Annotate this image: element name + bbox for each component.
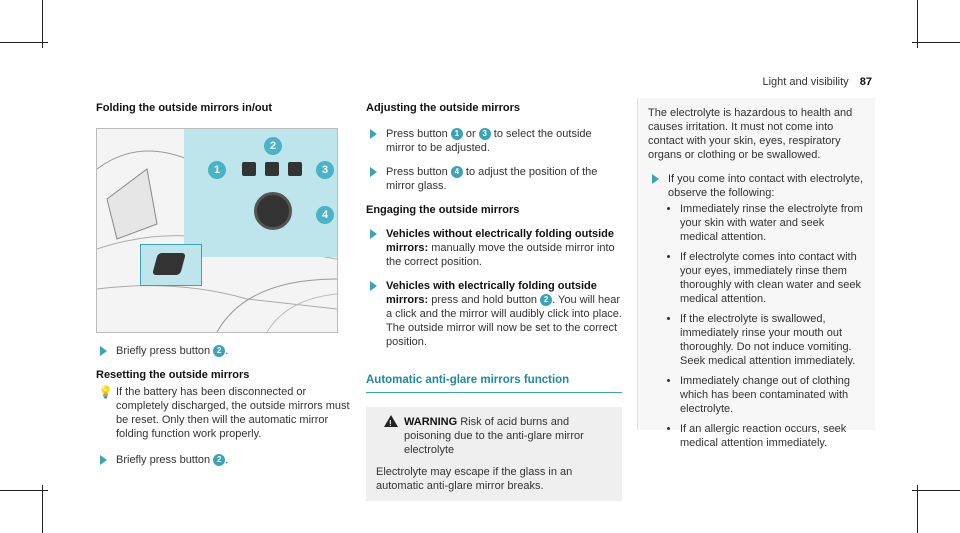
- crop-mark: [0, 42, 48, 43]
- callout-4: 4: [316, 206, 334, 224]
- adjust-knob: [254, 192, 292, 230]
- callout-2: 2: [264, 137, 282, 155]
- warning-continuation-box: [637, 98, 875, 449]
- switch-panel-icon: [152, 253, 186, 275]
- warning-text: Risk of acid burns and poisoning due to the anti-glare mirror electrolyte: [404, 416, 584, 456]
- mirror-right-button: [288, 162, 302, 176]
- crop-mark: [912, 490, 960, 491]
- column-1-steps: [96, 344, 351, 477]
- lightbulb-icon: 💡: [98, 385, 113, 399]
- mirror-controls-figure: [96, 128, 338, 333]
- warning-body: Electrolyte may escape if the glass in an automatic anti-glare mirror breaks.: [376, 466, 573, 492]
- step-adjust-glass: Press button 4 to adjust the position of the mirror glass.: [366, 165, 622, 193]
- crop-mark: [917, 485, 918, 533]
- controls-highlight: [184, 129, 337, 257]
- num-badge: 3: [479, 128, 491, 140]
- num-badge: 2: [213, 454, 225, 466]
- step-arrow-icon: [652, 174, 659, 184]
- tip-note: 💡 If the battery has been disconnected or completely discharged, the outside mirrors must be reset. Only then will the automatic mirror folding function work properly.: [98, 385, 350, 440]
- section-heading-resetting: Resetting the outside mirrors: [96, 369, 250, 381]
- first-aid-list: [668, 202, 865, 450]
- callout-3: 3: [316, 161, 334, 179]
- fold-button: [265, 162, 279, 176]
- list-item: • If the electrolyte is swallowed, immediately rinse your mouth out thoroughly. Do not induce vomiting. Seek medical attention immediately.: [680, 312, 865, 368]
- hazard-intro: The electrolyte is hazardous to health and causes irritation. It must not come into contact with your skin, eyes, respiratory organs or clothing or be swallowed.: [648, 107, 853, 161]
- num-badge: 4: [451, 166, 463, 178]
- section-heading-adjusting: Adjusting the outside mirrors: [366, 102, 521, 114]
- list-item: • If electrolyte comes into contact with your eyes, immediately rinse them thoroughly with clean water and seek medical attention.: [680, 250, 865, 306]
- list-item: • Immediately rinse the electrolyte from your skin with water and seek medical attention.: [680, 202, 865, 244]
- num-badge: 2: [540, 294, 552, 306]
- switch-panel-highlight: [140, 244, 202, 286]
- crop-mark: [42, 485, 43, 533]
- warning-header: [376, 415, 612, 457]
- section-heading-anti-glare: Automatic anti-glare mirrors function: [366, 373, 622, 393]
- warning-triangle-icon: [384, 415, 398, 427]
- warning-label: WARNING: [404, 416, 458, 428]
- crop-mark: [917, 0, 918, 48]
- crop-mark: [42, 0, 43, 48]
- list-item: • Immediately change out of clothing which has been contaminated with electrolyte.: [680, 374, 865, 416]
- column-1: [96, 101, 341, 121]
- list-item: • If an allergic reaction occurs, seek medical attention immediately.: [680, 422, 865, 450]
- crop-mark: [912, 42, 960, 43]
- step-contact: If you come into contact with electrolyte, observe the following: • Immediately rinse the electrolyte from your skin with water and seek medical attention. • If electrolyte comes into contact with your eyes, immediately rinse them thoroughly with clean water and seek medical attention. • If the electrolyte is swallowed, immediately rinse your mouth out thoroughly. Do not induce vomiting. Seek medical attention immediately. • Immediately change out of clothing which has been contaminated with electrolyte. • If an allergic reaction occurs, seek medical attention immediately.: [648, 172, 865, 450]
- mirror-left-button: [242, 162, 256, 176]
- section-heading-engaging: Engaging the outside mirrors: [366, 204, 520, 216]
- step-arrow-icon: [370, 129, 377, 139]
- num-badge: 1: [451, 128, 463, 140]
- crop-mark: [0, 490, 48, 491]
- step-arrow-icon: [370, 167, 377, 177]
- step-manual-engage: Vehicles without electrically folding outside mirrors: manually move the outside mirror into the correct position.: [366, 227, 622, 269]
- num-badge: 2: [213, 345, 225, 357]
- callout-1: 1: [208, 161, 226, 179]
- step-electric-engage: Vehicles with electrically folding outside mirrors: press and hold button 2 . You will hear a click and the mirror will audibly click into place. The outside mirror will now be set to the correct position.: [366, 279, 622, 349]
- step-arrow-icon: [370, 281, 377, 291]
- step-arrow-icon: [100, 346, 107, 356]
- column-2: [366, 101, 622, 501]
- running-header: [762, 76, 872, 88]
- page-number: 87: [859, 76, 872, 88]
- warning-box: [366, 407, 622, 501]
- step-press-button-2: Briefly press button 2 .: [96, 344, 351, 358]
- step-select-mirror: Press button 1 or 3 to select the outside mirror to be adjusted.: [366, 127, 622, 155]
- step-arrow-icon: [370, 229, 377, 239]
- section-heading-folding: Folding the outside mirrors in/out: [96, 102, 272, 114]
- step-press-button-2-again: Briefly press button 2 .: [96, 453, 351, 467]
- step-arrow-icon: [100, 455, 107, 465]
- section-title: Light and visibility: [762, 76, 849, 88]
